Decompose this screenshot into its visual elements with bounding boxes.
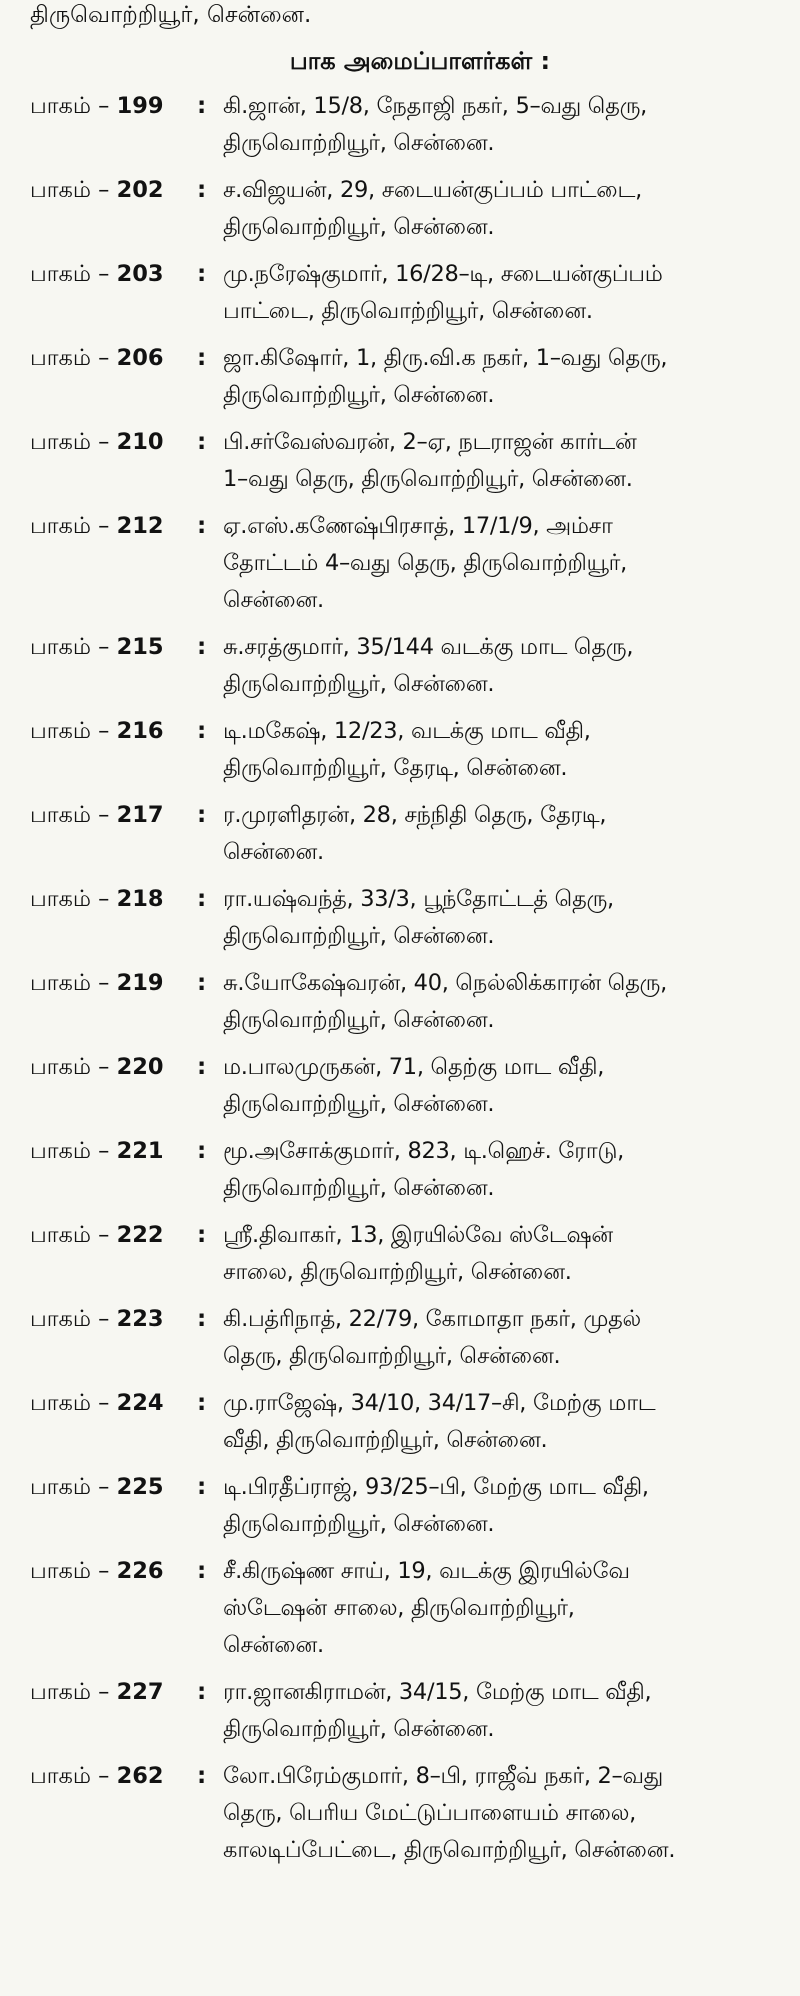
entry-label-text: பாகம் –	[30, 1558, 117, 1584]
entry-address	[223, 797, 790, 871]
entry-row	[30, 1469, 790, 1543]
entry-address-line: ஸ்டேஷன் சாலை, திருவொற்றியூர்,	[223, 1595, 575, 1621]
entry-address-line: சீ.கிருஷ்ண சாய், 19, வடக்கு இரயில்வே	[223, 1558, 630, 1584]
entry-address	[223, 1469, 790, 1543]
entry-number: 222	[116, 1222, 164, 1248]
entry-label	[30, 172, 197, 209]
entry-address-line: பி.சர்வேஸ்வரன், 2–ஏ, நடராஜன் கார்டன்	[223, 429, 637, 455]
entry-label	[30, 508, 197, 545]
entry-address-line: சென்னை.	[223, 1632, 324, 1658]
entry-number: 210	[116, 429, 164, 455]
entry-colon: :	[197, 1474, 207, 1500]
entry-colon: :	[197, 886, 207, 912]
entry-number: 221	[116, 1138, 164, 1164]
entry-label	[30, 965, 197, 1002]
entry-address	[223, 1301, 790, 1375]
entry-address	[223, 881, 790, 955]
entry-address-line: சாலை, திருவொற்றியூர், சென்னை.	[223, 1259, 572, 1285]
entry-colon: :	[197, 634, 207, 660]
entry-list	[30, 88, 790, 1879]
entry-colon: :	[197, 513, 207, 539]
entry-address	[223, 172, 790, 246]
entry-address-line: தோட்டம் 4–வது தெரு, திருவொற்றியூர்,	[223, 550, 627, 576]
entry-address-line: லோ.பிரேம்குமார், 8–பி, ராஜீவ் நகர், 2–வது	[223, 1763, 663, 1789]
entry-address-line: திருவொற்றியூர், சென்னை.	[223, 1007, 495, 1033]
entry-label-text: பாகம் –	[30, 261, 117, 287]
entry-label-text: பாகம் –	[30, 1679, 117, 1705]
entry-number: 216	[116, 718, 164, 744]
entry-address-line: ஏ.எஸ்.கணேஷ்பிரசாத், 17/1/9, அம்சா	[223, 513, 613, 539]
entry-colon: :	[197, 93, 207, 119]
entry-colon: :	[197, 970, 207, 996]
entry-label	[30, 881, 197, 918]
entry-address	[223, 256, 790, 330]
entry-row	[30, 797, 790, 871]
entry-address-line: ச.விஜயன், 29, சடையன்குப்பம் பாட்டை,	[223, 177, 642, 203]
section-title: பாக அமைப்பாளர்கள் :	[289, 47, 551, 75]
entry-row	[30, 424, 790, 498]
entry-colon: :	[197, 1306, 207, 1332]
entry-label	[30, 1385, 197, 1422]
entry-address	[223, 508, 790, 619]
entry-label	[30, 713, 197, 750]
entry-number: 218	[116, 886, 164, 912]
entry-address-line: திருவொற்றியூர், சென்னை.	[223, 1175, 495, 1201]
entry-row	[30, 1758, 790, 1869]
entry-number: 225	[116, 1474, 164, 1500]
entry-row	[30, 340, 790, 414]
entry-number: 224	[116, 1390, 164, 1416]
entry-label-text: பாகம் –	[30, 177, 117, 203]
entry-address-line: 1–வது தெரு, திருவொற்றியூர், சென்னை.	[223, 466, 633, 492]
entry-address-line: மு.ராஜேஷ், 34/10, 34/17–சி, மேற்கு மாட	[223, 1390, 656, 1416]
entry-address	[223, 88, 790, 162]
entry-number: 199	[116, 93, 164, 119]
entry-address	[223, 1758, 790, 1869]
entry-colon: :	[197, 802, 207, 828]
entry-address-line: சென்னை.	[223, 587, 324, 613]
entry-label	[30, 340, 197, 377]
entry-address-line: திருவொற்றியூர், சென்னை.	[223, 923, 495, 949]
entry-address-line: ஸ்ரீ.திவாகர், 13, இரயில்வே ஸ்டேஷன்	[223, 1222, 613, 1248]
entry-address-line: திருவொற்றியூர், சென்னை.	[223, 214, 495, 240]
entry-address-line: சு.யோகேஷ்வரன், 40, நெல்லிக்காரன் தெரு,	[223, 970, 667, 996]
entry-address-line: தெரு, திருவொற்றியூர், சென்னை.	[223, 1343, 561, 1369]
entry-address-line: திருவொற்றியூர், சென்னை.	[223, 382, 495, 408]
entry-label	[30, 1217, 197, 1254]
entry-row	[30, 881, 790, 955]
entry-address	[223, 1674, 790, 1748]
entry-label	[30, 1674, 197, 1711]
entry-label	[30, 424, 197, 461]
entry-number: 212	[116, 513, 164, 539]
entry-row	[30, 1674, 790, 1748]
entry-colon: :	[197, 261, 207, 287]
entry-address-line: டி.பிரதீப்ராஜ், 93/25–பி, மேற்கு மாட வீதி,	[223, 1474, 649, 1500]
entry-address-line: பாட்டை, திருவொற்றியூர், சென்னை.	[223, 298, 593, 324]
entry-address-line: ம.பாலமுருகன், 71, தெற்கு மாட வீதி,	[223, 1054, 605, 1080]
entry-address-line: கி.பத்ரிநாத், 22/79, கோமாதா நகர், முதல்	[223, 1306, 641, 1332]
entry-colon: :	[197, 1679, 207, 1705]
entry-colon: :	[197, 1054, 207, 1080]
entry-row	[30, 1301, 790, 1375]
entry-label-text: பாகம் –	[30, 1474, 117, 1500]
entry-colon: :	[197, 345, 207, 371]
entry-address-line: சு.சரத்குமார், 35/144 வடக்கு மாட தெரு,	[223, 634, 634, 660]
entry-colon: :	[197, 1558, 207, 1584]
entry-address-line: ஜா.கிஷோர், 1, திரு.வி.க நகர், 1–வது தெரு,	[223, 345, 668, 371]
entry-address-line: சென்னை.	[223, 839, 324, 865]
entry-label-text: பாகம் –	[30, 93, 117, 119]
entry-label-text: பாகம் –	[30, 634, 117, 660]
entry-row	[30, 713, 790, 787]
entry-row	[30, 1217, 790, 1291]
entry-number: 226	[116, 1558, 164, 1584]
entry-address-line: ரா.ஜானகிராமன், 34/15, மேற்கு மாட வீதி,	[223, 1679, 652, 1705]
entry-row	[30, 1133, 790, 1207]
entry-label-text: பாகம் –	[30, 1054, 117, 1080]
entry-colon: :	[197, 1222, 207, 1248]
entry-label-text: பாகம் –	[30, 1390, 117, 1416]
entry-row	[30, 88, 790, 162]
entry-label-text: பாகம் –	[30, 802, 117, 828]
entry-address-line: ரா.யஷ்வந்த், 33/3, பூந்தோட்டத் தெரு,	[223, 886, 614, 912]
entry-address-line: மு.நரேஷ்குமார், 16/28–டி, சடையன்குப்பம்	[223, 261, 663, 287]
entry-label-text: பாகம் –	[30, 970, 117, 996]
entry-row	[30, 1553, 790, 1664]
entry-address	[223, 713, 790, 787]
entry-address-line: மூ.அசோக்குமார், 823, டி.ஹெச். ரோடு,	[223, 1138, 624, 1164]
entry-label	[30, 1301, 197, 1338]
top-continuation-line: திருவொற்றியூர், சென்னை.	[30, 2, 312, 28]
entry-label	[30, 1758, 197, 1795]
entry-address-line: காலடிப்பேட்டை, திருவொற்றியூர், சென்னை.	[223, 1837, 676, 1863]
entry-colon: :	[197, 1138, 207, 1164]
entry-label-text: பாகம் –	[30, 1763, 117, 1789]
entry-address	[223, 340, 790, 414]
entry-address-line: தெரு, பெரிய மேட்டுப்பாளையம் சாலை,	[223, 1800, 637, 1826]
entry-address-line: வீதி, திருவொற்றியூர், சென்னை.	[223, 1427, 548, 1453]
entry-address	[223, 1049, 790, 1123]
entry-row	[30, 508, 790, 619]
entry-address	[223, 1217, 790, 1291]
entry-label-text: பாகம் –	[30, 513, 117, 539]
entry-row	[30, 1049, 790, 1123]
entry-row	[30, 172, 790, 246]
entry-label	[30, 88, 197, 125]
entry-label-text: பாகம் –	[30, 1138, 117, 1164]
entry-address	[223, 1133, 790, 1207]
entry-address-line: திருவொற்றியூர், சென்னை.	[223, 130, 495, 156]
entry-row	[30, 629, 790, 703]
entry-address-line: கி.ஜான், 15/8, நேதாஜி நகர், 5–வது தெரு,	[223, 93, 648, 119]
entry-address	[223, 629, 790, 703]
entry-number: 202	[116, 177, 164, 203]
entry-row	[30, 256, 790, 330]
entry-row	[30, 965, 790, 1039]
entry-number: 203	[116, 261, 164, 287]
entry-number: 223	[116, 1306, 164, 1332]
entry-label-text: பாகம் –	[30, 1222, 117, 1248]
entry-number: 219	[116, 970, 164, 996]
entry-colon: :	[197, 718, 207, 744]
entry-label	[30, 629, 197, 666]
entry-label	[30, 1049, 197, 1086]
entry-number: 227	[116, 1679, 164, 1705]
entry-address-line: திருவொற்றியூர், தேரடி, சென்னை.	[223, 755, 568, 781]
entry-label	[30, 1133, 197, 1170]
entry-label-text: பாகம் –	[30, 429, 117, 455]
entry-label	[30, 256, 197, 293]
entry-label-text: பாகம் –	[30, 1306, 117, 1332]
entry-address-line: திருவொற்றியூர், சென்னை.	[223, 1091, 495, 1117]
entry-label	[30, 1469, 197, 1506]
entry-number: 215	[116, 634, 164, 660]
entry-address-line: திருவொற்றியூர், சென்னை.	[223, 1511, 495, 1537]
entry-address	[223, 1553, 790, 1664]
entry-number: 217	[116, 802, 164, 828]
entry-label	[30, 1553, 197, 1590]
entry-colon: :	[197, 177, 207, 203]
entry-colon: :	[197, 1763, 207, 1789]
entry-label-text: பாகம் –	[30, 345, 117, 371]
entry-number: 220	[116, 1054, 164, 1080]
entry-number: 262	[116, 1763, 164, 1789]
entry-number: 206	[116, 345, 164, 371]
entry-address-line: ர.முரளிதரன், 28, சந்நிதி தெரு, தேரடி,	[223, 802, 607, 828]
entry-label-text: பாகம் –	[30, 886, 117, 912]
entry-address-line: திருவொற்றியூர், சென்னை.	[223, 1716, 495, 1742]
entry-address	[223, 965, 790, 1039]
entry-address	[223, 1385, 790, 1459]
entry-colon: :	[197, 429, 207, 455]
entry-row	[30, 1385, 790, 1459]
entry-label	[30, 797, 197, 834]
entry-colon: :	[197, 1390, 207, 1416]
entry-address-line: திருவொற்றியூர், சென்னை.	[223, 671, 495, 697]
entry-address	[223, 424, 790, 498]
entry-label-text: பாகம் –	[30, 718, 117, 744]
entry-address-line: டி.மகேஷ், 12/23, வடக்கு மாட வீதி,	[223, 718, 591, 744]
